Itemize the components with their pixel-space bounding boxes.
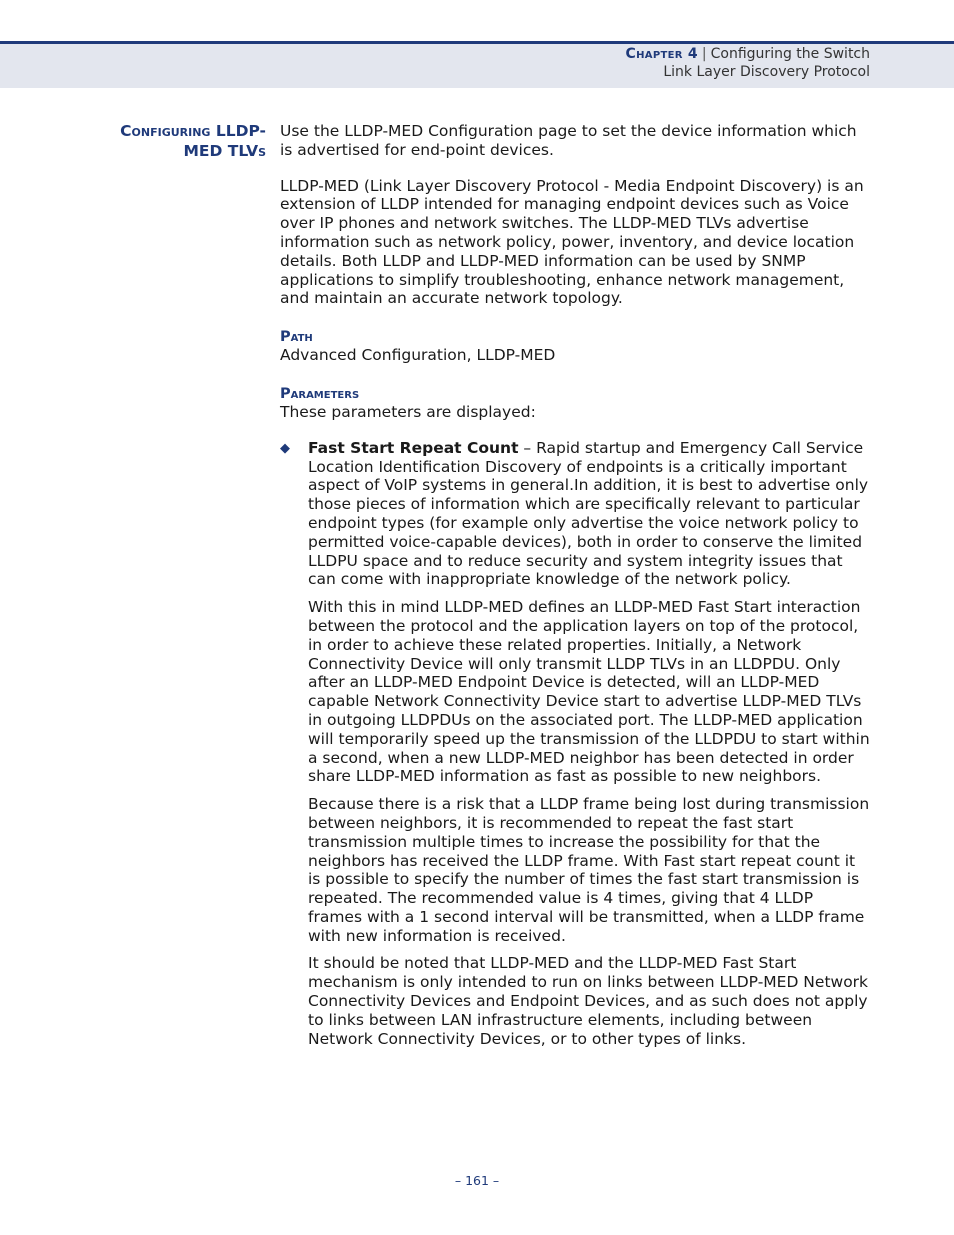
parameters-heading: Parameters: [280, 385, 360, 402]
chapter-header: [626, 46, 870, 62]
parameters-intro: These parameters are displayed:: [280, 402, 536, 421]
section-running-title: Link Layer Discovery Protocol: [663, 64, 870, 80]
section-heading-line2: MED TLVs: [183, 142, 266, 160]
diamond-bullet-icon: ◆: [280, 440, 290, 456]
chapter-title: Configuring the Switch: [710, 46, 870, 62]
section-heading: [60, 121, 266, 161]
section-heading-line1: Configuring LLDP-: [120, 122, 266, 140]
parameter-term: Fast Start Repeat Count: [308, 438, 519, 457]
header-separator: |: [701, 46, 707, 62]
description-paragraph: LLDP-MED (Link Layer Discovery Protocol - Media Endpoint Discovery) is an extension of LLDP intended for managing endpoint devices such as Voice over IP phones and network switches. The LLDP-MED TLVs advertise information such as network policy, power, inventory, and device location details. Both LLDP and LLDP-MED information can be used by SNMP applications to simplify troubleshooting, enhance network management, and maintain an accurate network topology.: [280, 176, 864, 308]
path-heading: Path: [280, 329, 313, 346]
parameter-paragraph-4: It should be noted that LLDP-MED and the LLDP-MED Fast Start mechanism is only intended to run on links between LLDP-MED Network Connectivity Devices and Endpoint Devices, and as such does not apply to links between LAN infrastructure elements, including between Network Connectivity Devices, or to other types of links.: [308, 954, 869, 1048]
parameter-paragraph-3: Because there is a risk that a LLDP frame being lost during transmission between neighbors, it is recommended to repeat the fast start transmission multiple times to increase the possibility for that the neighbors has received the LLDP frame. With Fast start repeat count it is possible to specify the number of times the fast start transmission is repeated. The recommended value is 4 times, giving that 4 LLDP frames with a 1 second interval will be transmitted, when a LLDP frame with new information is received.: [308, 795, 870, 945]
parameter-text: – Rapid startup and Emergency Call Service Location Identification Discovery of endpoints is a critically important aspect of VoIP systems in general.In addition, it is best to advertise only those pieces of information which are specifically relevant to particular endpoint types (for example only advertise the voice network policy to permitted voice-capable devices), both in order to conserve the limited LLDPU space and to reduce security and system integrity issues that can come with inappropriate knowledge of the network policy.: [308, 438, 869, 589]
chapter-label: Chapter 4: [625, 46, 698, 62]
parameter-item-fast-start: [280, 439, 870, 1049]
path-value: Advanced Configuration, LLDP-MED: [280, 346, 556, 365]
parameter-definition: [308, 439, 870, 589]
main-content: [280, 122, 870, 1057]
page-number: – 161 –: [454, 1173, 500, 1188]
parameter-paragraph-2: With this in mind LLDP-MED defines an LLDP-MED Fast Start interaction between the protocol and the application layers on top of the protocol, in order to achieve these related properties. Initially, a Network Connectivity Device will only transmit LLDP TLVs in an LLDPDU. Only after an LLDP-MED Endpoint Device is detected, will an LLDP-MED capable Network Connectivity Device start to advertise LLDP-MED TLVs in outgoing LLDPDUs on the associated port. The LLDP-MED application will temporarily speed up the transmission of the LLDPDU to start within a second, when a new LLDP-MED neighbor has been detected in order share LLDP-MED information as fast as possible to new neighbors.: [308, 598, 870, 786]
intro-paragraph: Use the LLDP-MED Configuration page to set the device information which is advertised for end-point devices.: [280, 122, 857, 159]
